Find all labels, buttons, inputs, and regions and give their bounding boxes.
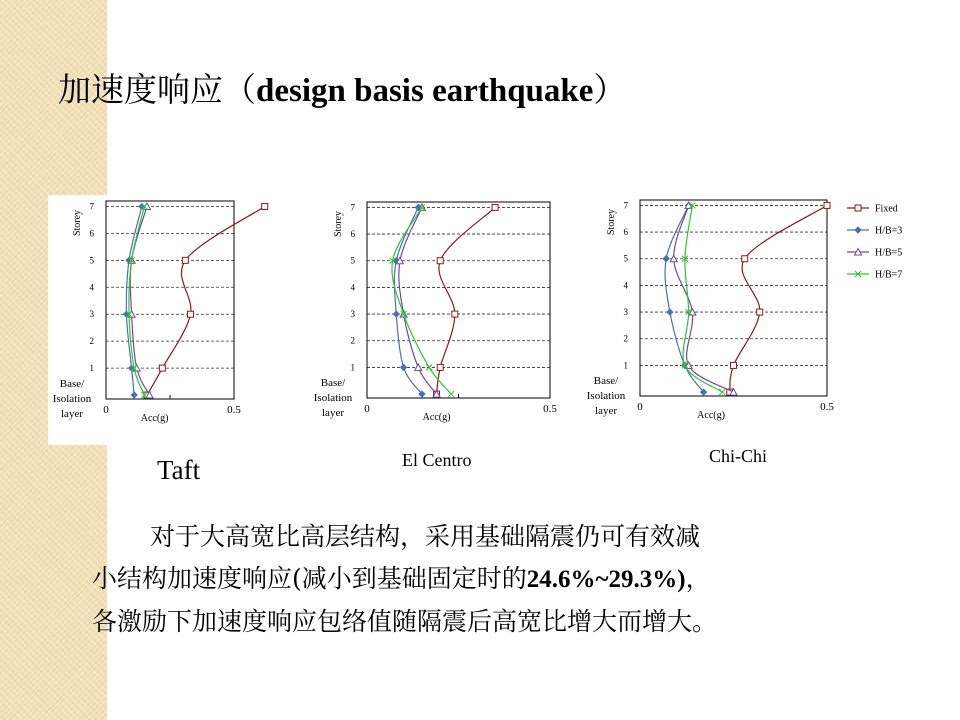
data-point [757,309,763,315]
x-axis-label: Acc(g) [422,412,451,423]
data-point [159,365,165,371]
taft-caption: Taft [157,455,201,485]
x-tick-label: 0.5 [227,404,241,416]
data-point [262,203,268,209]
y-base-label: layer [595,405,617,418]
body-line-2: 小结构加速度响应(减小到基础固定时的24.6%~29.3%)， [92,564,711,593]
y-base-label: Base/ [593,375,619,388]
x-tick-label: 0 [103,404,109,416]
data-point [731,362,737,368]
y-base-label: layer [61,408,83,421]
taft-chart [48,195,258,445]
y-base-label: Isolation [586,390,626,403]
data-point [187,311,193,317]
y-tick-label: 5 [350,255,355,266]
x-tick-label: 0.5 [543,403,557,415]
y-base-label: Isolation [52,393,92,406]
y-tick-label: 4 [623,280,628,291]
data-point [663,256,669,262]
plot-frame [367,202,550,398]
data-point [824,202,830,208]
y-tick-label: 7 [89,201,94,212]
data-point [492,204,498,210]
y-tick-label: 5 [623,253,628,264]
y-tick-label: 6 [350,229,355,240]
data-point [415,364,422,371]
y-tick-label: 2 [350,335,355,346]
data-point [401,364,407,370]
legend-label: H/B=3 [875,225,903,237]
y-tick-label: 1 [350,362,355,373]
x-axis-label: Acc(g) [697,410,725,421]
y-tick-label: 3 [623,307,628,318]
x-tick-label: 0 [364,403,370,415]
y-tick-label: 6 [623,227,628,238]
body-line-3: 各激励下加速度响应包络值随隔震后高宽比增大而增大。 [92,607,718,636]
data-point [393,311,399,317]
slide-title: 加速度响应（design basis earthquake） [58,70,627,109]
y-tick-label: 2 [89,336,94,347]
series-line-fixed [730,205,827,392]
data-point [689,309,696,316]
data-point [719,389,725,395]
chi-chi-caption: Chi-Chi [709,446,768,466]
y-tick-label: 3 [89,309,94,320]
y-tick-label: 5 [89,255,94,266]
y-tick-label: 4 [89,282,94,293]
y-base-label: Isolation [313,392,353,405]
body-text [92,516,922,643]
y-base-label: Base/ [59,378,85,391]
x-tick-label: 0 [637,401,643,413]
y-tick-label: 4 [350,282,355,293]
chi-chi-chart [585,190,935,430]
y-axis-label: Storey [72,209,83,237]
legend-marker [855,227,861,233]
legend-label: Fixed [875,203,898,215]
legend-marker [855,205,861,211]
y-axis-label: Storey [333,210,344,238]
y-tick-label: 1 [623,360,628,371]
y-tick-label: 2 [623,333,628,344]
legend-label: H/B=7 [875,269,903,281]
x-axis-label: Acc(g) [140,413,169,424]
x-tick-label: 0.5 [820,401,834,413]
series-line-fixed [437,207,496,394]
data-point [437,258,443,264]
data-point [452,311,458,317]
data-point [448,391,454,397]
data-point [437,364,443,370]
y-axis-label: Storey [606,208,617,236]
data-point [182,257,188,263]
y-base-label: layer [322,407,344,420]
data-point [667,309,673,315]
body-line-1: 对于大高宽比高层结构，采用基础隔震仍可有效减 [150,522,701,551]
el-centro-chart [300,195,562,430]
y-base-label: Base/ [320,377,346,390]
y-tick-label: 1 [89,363,94,374]
y-tick-label: 7 [350,202,355,213]
data-point [742,256,748,262]
y-tick-label: 3 [350,309,355,320]
el-centro-caption: El Centro [402,450,472,470]
y-tick-label: 6 [89,228,94,239]
y-tick-label: 7 [623,200,628,211]
legend-label: H/B=5 [875,247,903,259]
